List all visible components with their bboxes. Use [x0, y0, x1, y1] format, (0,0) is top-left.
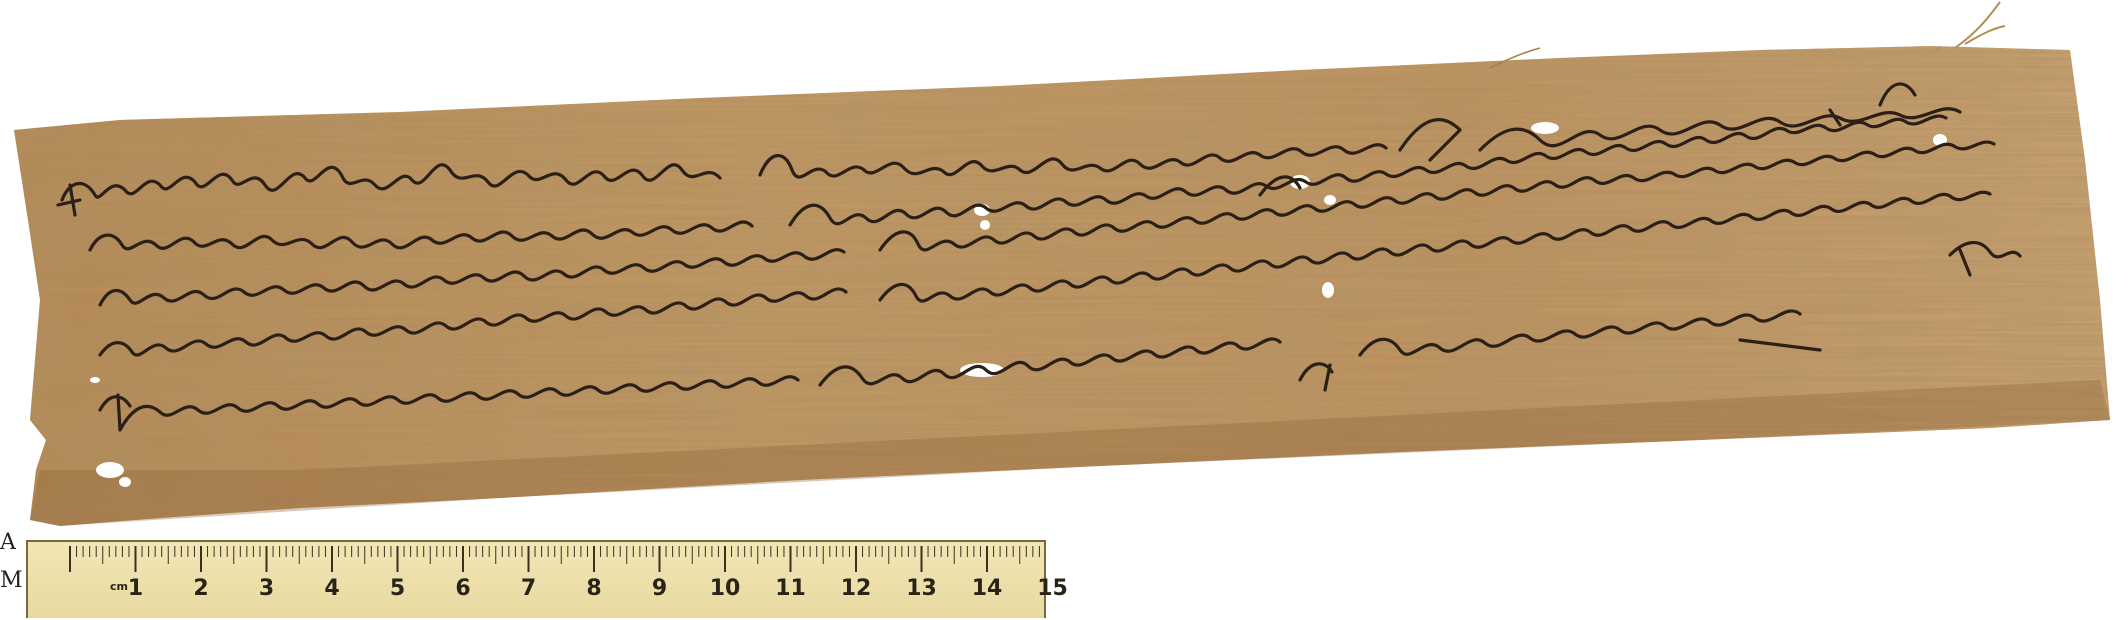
ruler-number: 8 [586, 576, 602, 601]
ruler-number: 14 [971, 576, 1003, 601]
ruler-number: 5 [389, 576, 406, 601]
ruler-number: 2 [193, 576, 209, 601]
ruler-number: 13 [906, 576, 937, 601]
ruler-number: 10 [709, 576, 741, 601]
ruler-unit-label: cm [110, 580, 128, 593]
ruler-number: 11 [775, 576, 806, 601]
side-label-m: M [0, 568, 23, 593]
ruler-number: 4 [324, 576, 340, 601]
ruler-number: 3 [258, 576, 275, 601]
ruler-number: 7 [520, 576, 537, 601]
ruler-number: 15 [1037, 576, 1068, 601]
side-label-a: A [0, 530, 16, 555]
ruler-number: 9 [651, 576, 668, 601]
ruler-number: 12 [840, 576, 872, 601]
ruler-number: 1 [127, 576, 144, 601]
measurement-ruler [26, 540, 1068, 618]
ruler-number: 6 [455, 576, 471, 601]
